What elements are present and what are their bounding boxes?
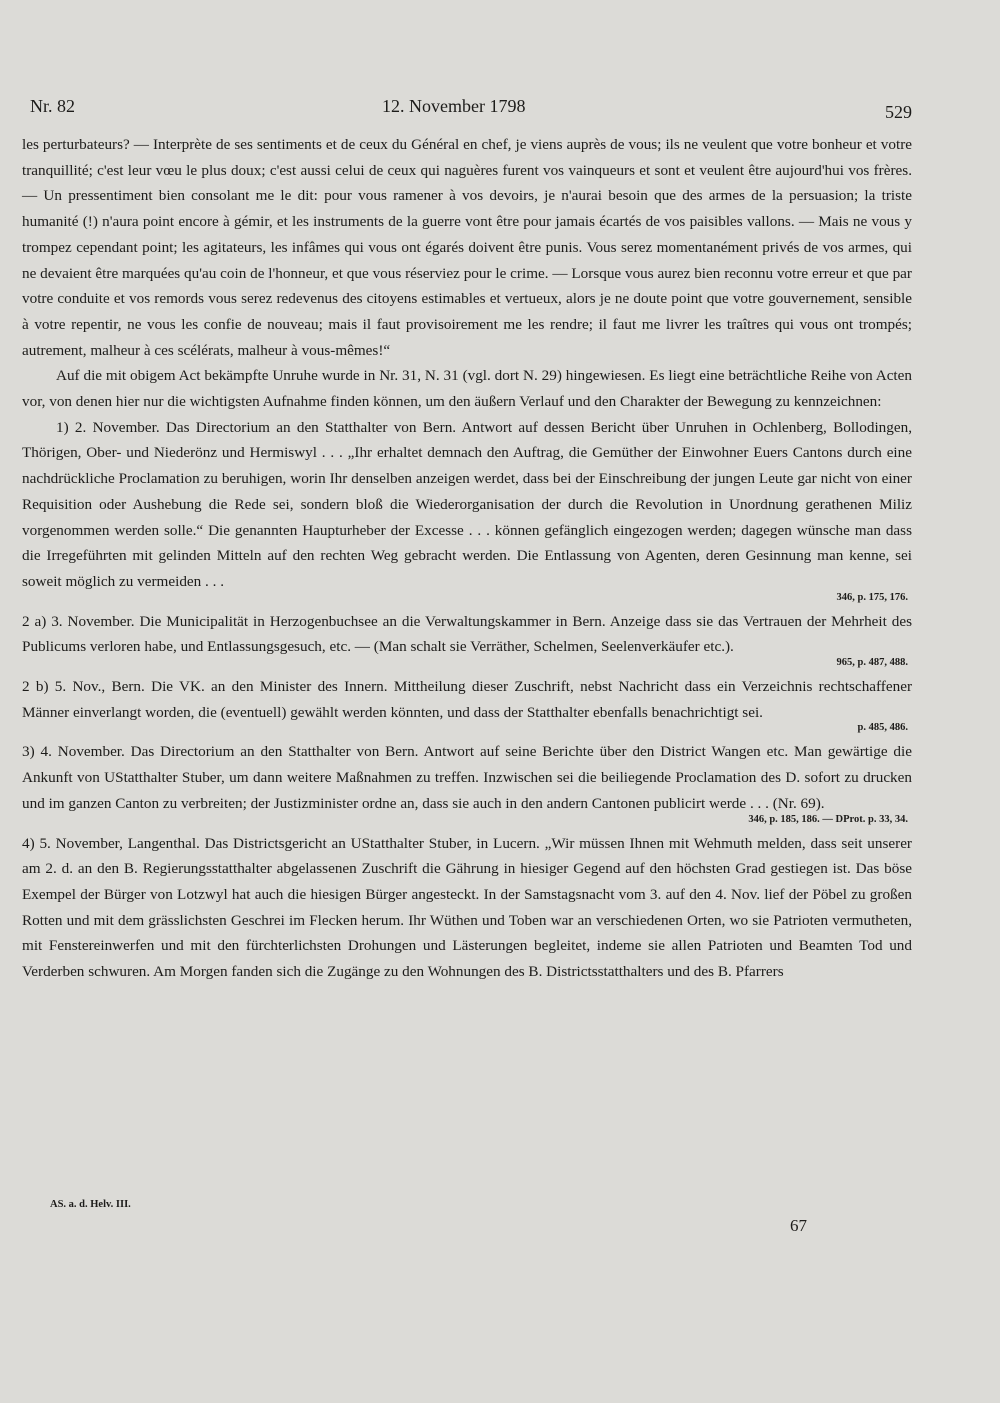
sheet-number: 67	[790, 1216, 807, 1235]
citation-item-1: 346, p. 175, 176.	[836, 591, 908, 603]
paragraph-item-3: 3) 4. November. Das Directorium an den Statthalter von Bern. Antwort auf seine Berichte über den District Wangen etc. Man gewärtige die Ankunft von UStatthalter Stuber, um dann weitere Maßnahmen zu treffen. Inzwischen sei die beiliegende Proclamation des D. sofort zu drucken und im ganzen Canton zu verbreiten; der Justizminister ordne an, dass sie auch in den andern Cantonen publicirt werde . . . (Nr. 69).	[22, 743, 912, 812]
citation-item-2a: 965, p. 487, 488.	[836, 657, 908, 669]
page-number: 529	[885, 102, 912, 122]
document-body	[22, 132, 912, 985]
paragraph-item-4: 4) 5. November, Langenthal. Das Districtsgericht an UStatthalter Stuber, in Lucern. „Wir müssen Ihnen mit Wehmuth melden, dass seit unserer am 2. d. an den B. Regierungsstatthalter abgelassenen Zuschrift die Gährung in hiesiger Gegend auf den höchsten Grad gestiegen ist. Das böse Exempel der Bürger von Lotzwyl hat auch die hiesigen Bürger angesteckt. In der Samstagsnacht vom 3. auf den 4. Nov. lief der Pöbel zu großen Rotten und mit dem grässlichsten Geschrei im Flecken herum. Ihr Wüthen und Toben war an verschiedenen Orten, wo sie Patrioten vermutheten, mit Fenstereinwerfen und mit den fürchterlichsten Drohungen und Lästerungen begleitet, indeme sie allen Patrioten und Beamten Tod und Verderben schwuren. Am Morgen fanden sich die Zugänge zu den Wohnungen des B. Districtsstatthalters und des B. Pfarrers	[22, 834, 912, 981]
paragraph-item-2a: 2 a) 3. November. Die Municipalität in Herzogenbuchsee an die Verwaltungskammer in Bern. Anzeige dass sie das Vertrauen der Mehrheit des Publicums verloren habe, und Entlassungsgesuch, etc. — (Man schalt sie Verräther, Schelmen, Seelenverkäufer etc.).	[22, 612, 912, 656]
citation-item-3: 346, p. 185, 186. — DProt. p. 33, 34.	[748, 813, 908, 825]
printer-signature: AS. a. d. Helv. III.	[50, 1199, 131, 1210]
document-date: 12. November 1798	[382, 96, 526, 116]
citation-item-2b: p. 485, 486.	[857, 722, 908, 734]
paragraph-item-1: 1) 2. November. Das Directorium an den Statthalter von Bern. Antwort auf dessen Bericht über Unruhen in Ochlenberg, Bollodingen, Thörigen, Ober- und Niederönz und Hermiswyl . . . „Ihr erhaltet demnach den Auftrag, die Gemüther der Einwohner Euers Cantons durch eine nachdrückliche Proclamation zu beruhigen, worin Ihr denselben anzeigen werdet, dass bei der Einschreibung der jungen Leute gar nicht von einer Requisition oder Aushebung die Rede sei, sondern bloß die Wiederorganisation der durch die Revolution in Unordnung gerathenen Miliz vorgenommen werden solle.“ Die genannten Haupturheber der Excesse . . . können gefänglich eingezogen werden; dagegen wünsche man dass die Irregeführten mit gelinden Mitteln auf den rechten Weg gebracht werden. Die Entlassung von Agenten, deren Gesinnung man kenne, sei soweit möglich zu vermeiden . . .	[22, 418, 912, 590]
paragraph-introduction: Auf die mit obigem Act bekämpfte Unruhe wurde in Nr. 31, N. 31 (vgl. dort N. 29) hingewiesen. Es liegt eine beträchtliche Reihe von Acten vor, von denen hier nur die wichtigsten Aufnahme finden können, um den äußern Verlauf und den Charakter der Bewegung zu kennzeichnen:	[22, 367, 912, 411]
page-header	[30, 96, 912, 126]
paragraph-item-2b: 2 b) 5. Nov., Bern. Die VK. an den Minister des Innern. Mittheilung dieser Zuschrift, nebst Nachricht dass ein Verzeichnis rechtschaffener Männer einverlangt worden, die (eventuell) gewählt werden könnten, und dass der Statthalter ebenfalls benachrichtigt sei.	[22, 678, 912, 721]
document-number: Nr. 82	[30, 96, 75, 116]
paragraph-french-proclamation: les perturbateurs? — Interprète de ses sentiments et de ceux du Général en chef, je viens auprès de vous; ils ne veulent que votre bonheur et votre tranquillité; c'est leur vœu le plus doux; c'est aussi celui de ceux qui naguères furent vos vainqueurs et sont et veulent être aujourd'hui vos frères. — Un pressentiment bien consolant me le dit: pour vous ramener à vos devoirs, je n'aurai besoin que des armes de la persuasion; la triste humanité (!) n'aura point encore à gémir, et les instruments de la guerre vont être pour jamais écartés de vos paisibles vallons. — Mais ne vous y trompez cependant point; les agitateurs, les infâmes qui vous ont égarés doivent être punis. Vous serez momentanément privés de vos armes, qui ne devaient être marquées qu'au coin de l'honneur, et que vous réserviez pour le crime. — Lorsque vous aurez bien reconnu votre erreur et que par votre conduite et vos remords vous serez redevenus des citoyens estimables et vertueux, alors je ne doute point que votre gouvernement, sensible à votre repentir, ne vous les confie de nouveau; mais il faut provisoirement me les rendre; il faut me livrer les traîtres qui vous ont trompés; autrement, malheur à ces scélérats, malheur à vous-mêmes!“	[22, 136, 912, 359]
